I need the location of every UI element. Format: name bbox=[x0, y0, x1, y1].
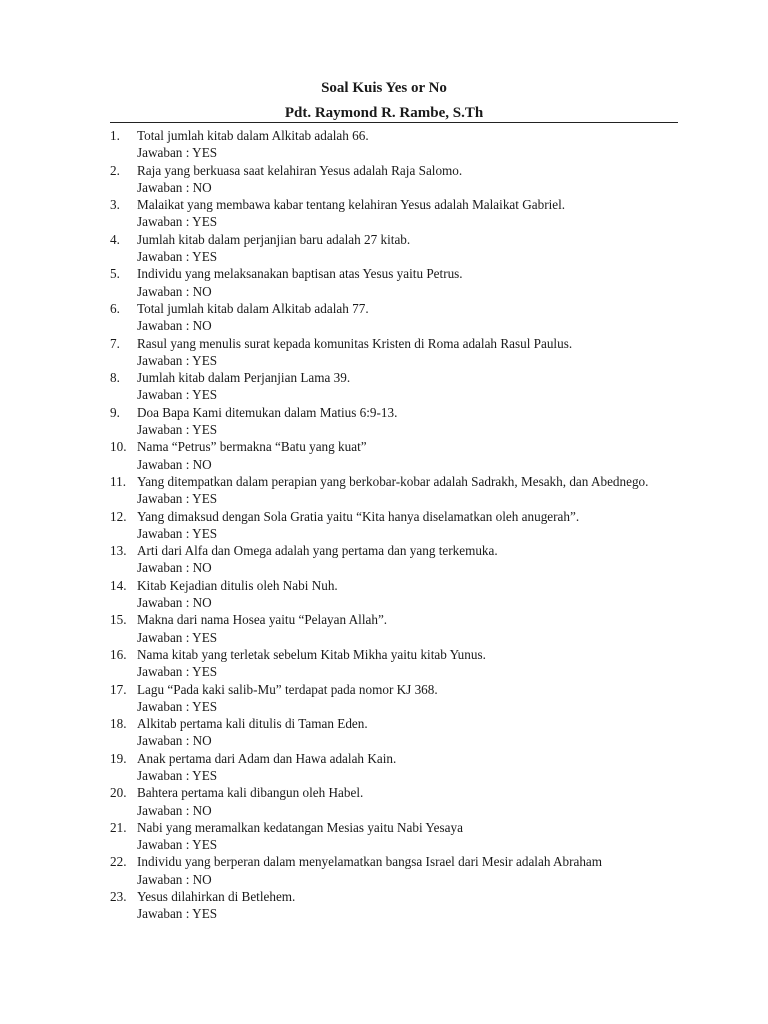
question-number: 12. bbox=[110, 508, 127, 524]
question-text: Kitab Kejadian ditulis oleh Nabi Nuh. bbox=[137, 577, 338, 593]
answer-text: Jawaban : YES bbox=[137, 664, 218, 680]
answer-text: Jawaban : YES bbox=[137, 906, 218, 922]
question-number: 16. bbox=[110, 646, 127, 662]
question-item bbox=[110, 438, 678, 473]
answer-text: Jawaban : NO bbox=[137, 802, 212, 818]
question-item bbox=[110, 819, 678, 854]
question-number: 1. bbox=[110, 128, 120, 143]
question-list bbox=[110, 127, 678, 923]
question-number: 23. bbox=[110, 889, 127, 905]
question-number: 17. bbox=[110, 681, 127, 697]
question-number: 21. bbox=[110, 819, 127, 835]
question-item bbox=[110, 335, 678, 370]
question-text: Nabi yang meramalkan kedatangan Mesias yaitu Nabi Yesaya bbox=[137, 819, 463, 835]
question-item bbox=[110, 611, 678, 646]
question-item bbox=[110, 784, 678, 819]
question-item bbox=[110, 853, 678, 888]
answer-text: Jawaban : YES bbox=[137, 837, 218, 853]
question-text: Raja yang berkuasa saat kelahiran Yesus adalah Raja Salomo. bbox=[137, 162, 463, 178]
question-text: Makna dari nama Hosea yaitu “Pelayan Allah”. bbox=[137, 612, 388, 628]
question-text: Nama “Petrus” bermakna “Batu yang kuat” bbox=[137, 439, 367, 455]
question-item bbox=[110, 473, 678, 508]
question-text: Anak pertama dari Adam dan Hawa adalah Kain. bbox=[137, 750, 397, 766]
question-item bbox=[110, 231, 678, 266]
question-item bbox=[110, 265, 678, 300]
question-text: Total jumlah kitab dalam Alkitab adalah 77. bbox=[137, 300, 369, 316]
question-number: 22. bbox=[110, 854, 127, 870]
answer-text: Jawaban : YES bbox=[137, 491, 218, 507]
question-number: 6. bbox=[110, 300, 120, 316]
question-text: Yang ditempatkan dalam perapian yang berkobar-kobar adalah Sadrakh, Mesakh, dan Abednego. bbox=[137, 473, 649, 489]
question-text: Total jumlah kitab dalam Alkitab adalah 66. bbox=[137, 128, 369, 143]
question-text: Jumlah kitab dalam perjanjian baru adalah 27 kitab. bbox=[137, 231, 411, 247]
question-number: 20. bbox=[110, 785, 127, 801]
answer-text: Jawaban : NO bbox=[137, 871, 212, 887]
answer-text: Jawaban : YES bbox=[137, 352, 218, 368]
document-author: Pdt. Raymond R. Rambe, S.Th bbox=[284, 105, 484, 121]
answer-text: Jawaban : YES bbox=[137, 698, 218, 714]
question-number: 15. bbox=[110, 612, 127, 628]
answer-text: Jawaban : YES bbox=[137, 145, 218, 161]
answer-text: Jawaban : YES bbox=[137, 525, 218, 541]
question-text: Bahtera pertama kali dibangun oleh Habel. bbox=[137, 785, 364, 801]
answer-text: Jawaban : NO bbox=[137, 179, 212, 195]
answer-text: Jawaban : YES bbox=[137, 629, 218, 645]
question-item bbox=[110, 404, 678, 439]
answer-text: Jawaban : YES bbox=[137, 214, 218, 230]
question-number: 19. bbox=[110, 750, 127, 766]
question-item bbox=[110, 162, 678, 197]
question-text: Individu yang melaksanakan baptisan atas Yesus yaitu Petrus. bbox=[137, 266, 463, 282]
question-item bbox=[110, 542, 678, 577]
question-number: 11. bbox=[110, 473, 126, 489]
question-text: Alkitab pertama kali ditulis di Taman Eden. bbox=[137, 716, 368, 732]
question-text: Individu yang berperan dalam menyelamatkan bangsa Israel dari Mesir adalah Abraham bbox=[137, 854, 603, 870]
question-text: Yang dimaksud dengan Sola Gratia yaitu “Kita hanya diselamatkan oleh anugerah”. bbox=[137, 508, 580, 524]
question-number: 9. bbox=[110, 404, 120, 420]
question-number: 10. bbox=[110, 439, 127, 455]
question-item bbox=[110, 300, 678, 335]
answer-text: Jawaban : NO bbox=[137, 560, 212, 576]
answer-text: Jawaban : YES bbox=[137, 767, 218, 783]
question-text: Arti dari Alfa dan Omega adalah yang pertama dan yang terkemuka. bbox=[137, 543, 498, 559]
question-text: Doa Bapa Kami ditemukan dalam Matius 6:9-13. bbox=[137, 404, 398, 420]
question-number: 7. bbox=[110, 335, 120, 351]
answer-text: Jawaban : YES bbox=[137, 387, 218, 403]
question-text: Nama kitab yang terletak sebelum Kitab Mikha yaitu kitab Yunus. bbox=[137, 646, 486, 662]
question-number: 18. bbox=[110, 716, 127, 732]
question-text: Rasul yang menulis surat kepada komunitas Kristen di Roma adalah Rasul Paulus. bbox=[137, 335, 573, 351]
answer-text: Jawaban : NO bbox=[137, 733, 212, 749]
question-item bbox=[110, 715, 678, 750]
question-item bbox=[110, 750, 678, 785]
question-number: 2. bbox=[110, 162, 120, 178]
answer-text: Jawaban : YES bbox=[137, 249, 218, 265]
question-number: 5. bbox=[110, 266, 120, 282]
answer-text: Jawaban : NO bbox=[137, 318, 212, 334]
answer-text: Jawaban : YES bbox=[137, 422, 218, 438]
question-item bbox=[110, 196, 678, 231]
document-title: Soal Kuis Yes or No bbox=[321, 80, 447, 96]
answer-text: Jawaban : NO bbox=[137, 595, 212, 611]
question-number: 3. bbox=[110, 197, 120, 213]
question-text: Lagu “Pada kaki salib-Mu” terdapat pada nomor KJ 368. bbox=[137, 681, 438, 697]
answer-text: Jawaban : NO bbox=[137, 283, 212, 299]
question-item bbox=[110, 577, 678, 612]
question-item bbox=[110, 681, 678, 716]
question-number: 8. bbox=[110, 370, 120, 386]
question-number: 13. bbox=[110, 543, 127, 559]
question-number: 4. bbox=[110, 231, 120, 247]
question-item bbox=[110, 646, 678, 681]
question-text: Yesus dilahirkan di Betlehem. bbox=[137, 889, 296, 905]
question-text: Malaikat yang membawa kabar tentang kelahiran Yesus adalah Malaikat Gabriel. bbox=[137, 197, 566, 213]
question-item bbox=[110, 369, 678, 404]
answer-text: Jawaban : NO bbox=[137, 456, 212, 472]
question-item bbox=[110, 127, 678, 162]
question-item bbox=[110, 888, 678, 923]
question-number: 14. bbox=[110, 577, 127, 593]
question-item bbox=[110, 508, 678, 543]
title-divider bbox=[110, 122, 678, 123]
question-text: Jumlah kitab dalam Perjanjian Lama 39. bbox=[137, 370, 351, 386]
